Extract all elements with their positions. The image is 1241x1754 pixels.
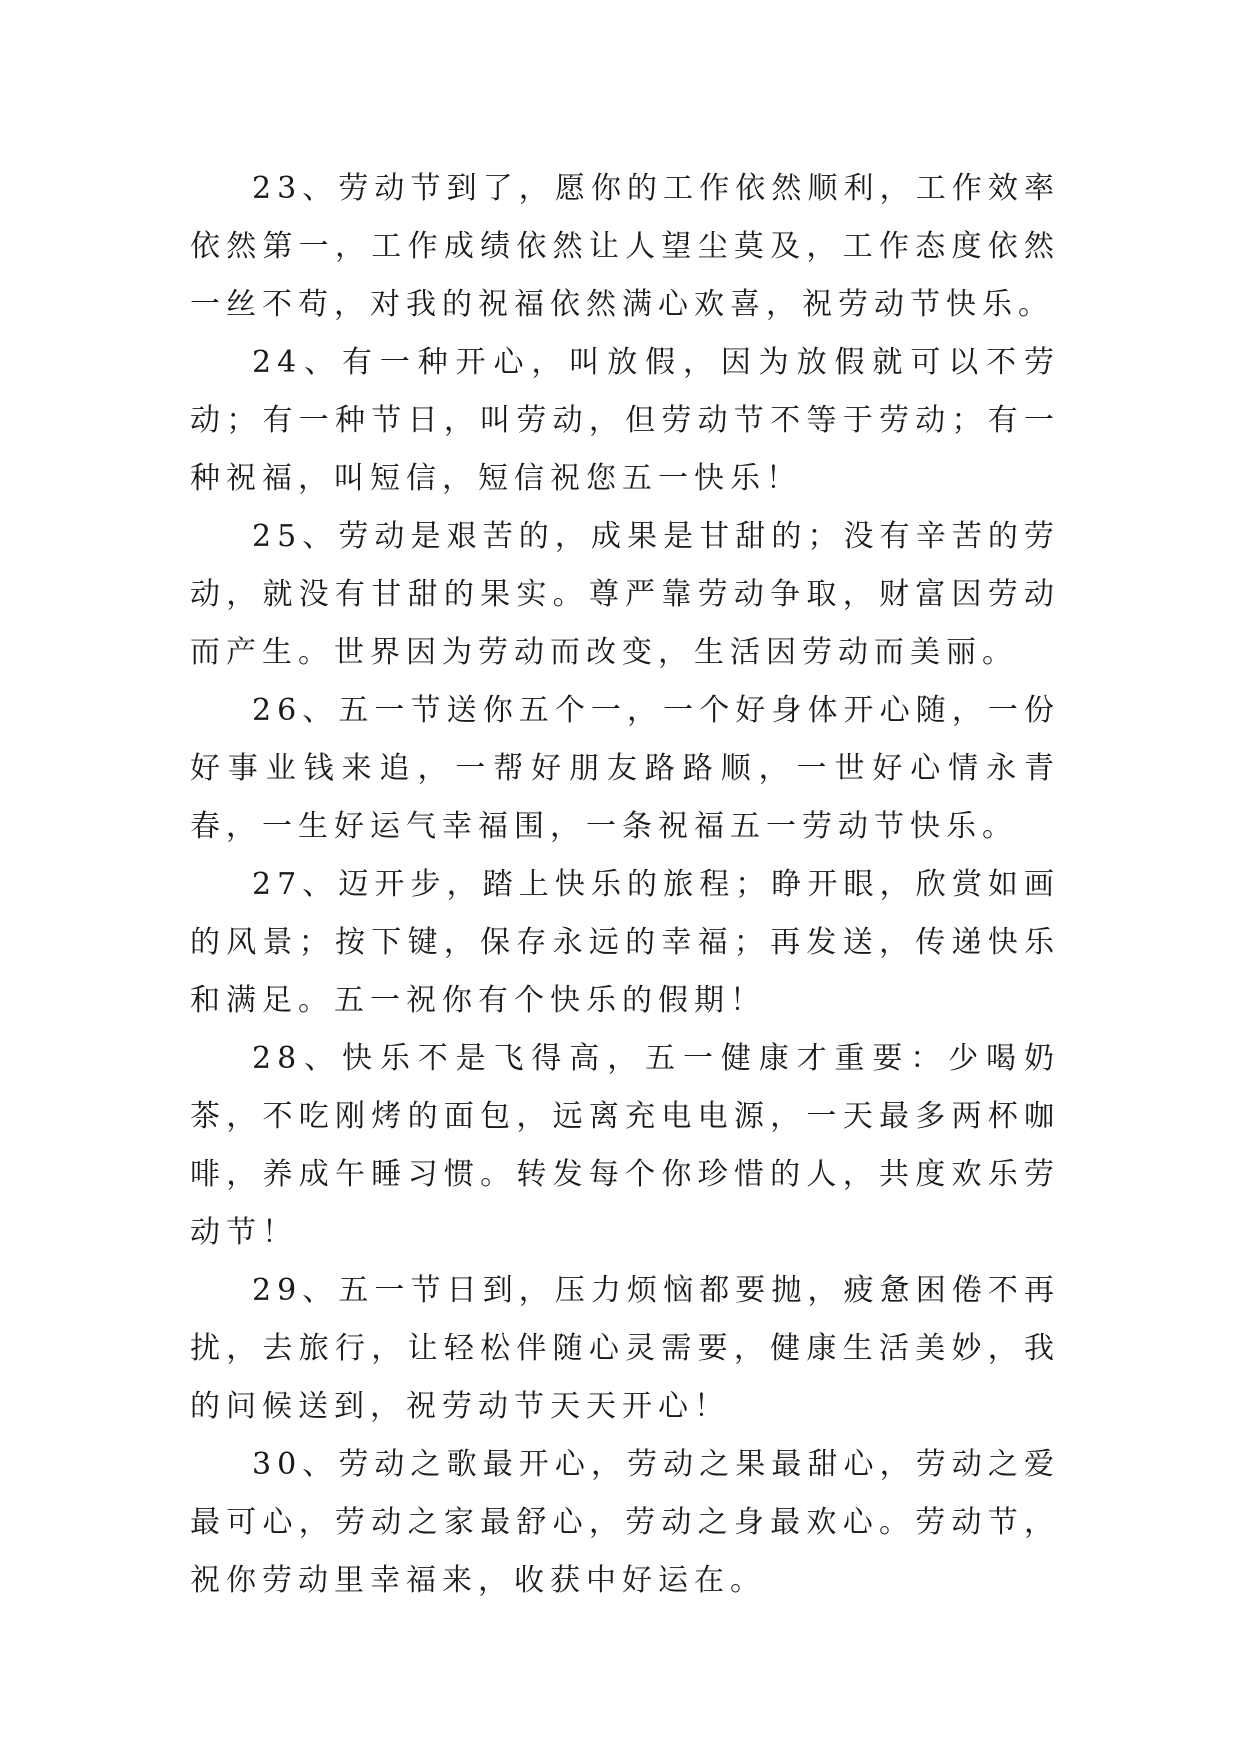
paragraph-30: 30、劳动之歌最开心，劳动之果最甜心，劳动之爱最可心，劳动之家最舒心，劳动之身最欢心。劳动节，祝你劳动里幸福来，收获中好运在。 [190,1447,1060,1598]
paragraph-27: 27、迈开步，踏上快乐的旅程；睁开眼，欣赏如画的风景；按下键，保存永远的幸福；再发送，传递快乐和满足。五一祝你有个快乐的假期！ [190,867,1060,1018]
paragraph-23: 23、劳动节到了，愿你的工作依然顺利，工作效率依然第一，工作成绩依然让人望尘莫及，工作态度依然一丝不苟，对我的祝福依然满心欢喜，祝劳动节快乐。 [190,171,1060,322]
paragraph-28: 28、快乐不是飞得高，五一健康才重要：少喝奶茶，不吃刚烤的面包，远离充电电源，一天最多两杯咖啡，养成午睡习惯。转发每个你珍惜的人，共度欢乐劳动节！ [190,1041,1060,1250]
paragraph-25: 25、劳动是艰苦的，成果是甘甜的；没有辛苦的劳动，就没有甘甜的果实。尊严靠劳动争取，财富因劳动而产生。世界因为劳动而改变，生活因劳动而美丽。 [190,519,1060,670]
document-body [190,160,1060,1610]
paragraph-26: 26、五一节送你五个一，一个好身体开心随，一份好事业钱来追，一帮好朋友路路顺，一世好心情永青春，一生好运气幸福围，一条祝福五一劳动节快乐。 [190,693,1060,844]
paragraph-29: 29、五一节日到，压力烦恼都要抛，疲惫困倦不再扰，去旅行，让轻松伴随心灵需要，健康生活美妙，我的问候送到，祝劳动节天天开心！ [190,1273,1060,1424]
paragraph-24: 24、有一种开心，叫放假，因为放假就可以不劳动；有一种节日，叫劳动，但劳动节不等于劳动；有一种祝福，叫短信，短信祝您五一快乐！ [190,345,1060,496]
